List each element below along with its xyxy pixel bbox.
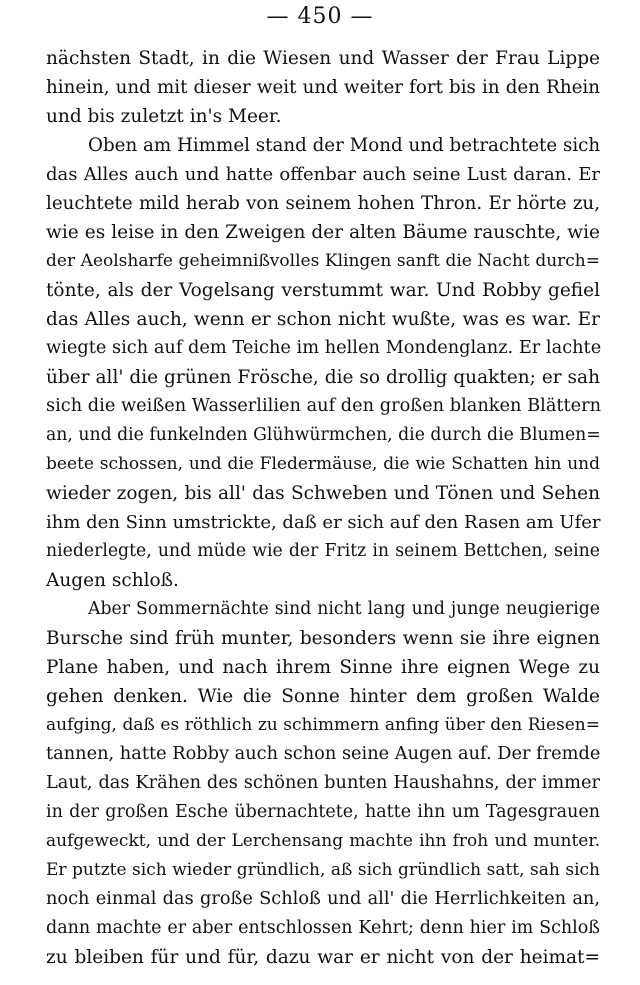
text-line: noch einmal das große Schloß und all' die Herrlichkeiten an, bbox=[46, 889, 600, 909]
text-line: an, und die funkelnden Glühwürmchen, die durch die Blumen= bbox=[46, 425, 601, 445]
text-line: der Aeolsharfe geheimnißvolles Klingen sanft die Nacht durch= bbox=[46, 251, 600, 271]
text-line: Oben am Himmel stand der Mond und betrachtete sich bbox=[88, 135, 601, 156]
text-line: in der großen Esche übernachtete, hatte ihn um Tagesgrauen bbox=[46, 802, 600, 822]
text-line: beete schossen, und die Fledermäuse, die wie Schatten hin und bbox=[46, 454, 600, 474]
text-line: Plane haben, und nach ihrem Sinne ihre eignen Wege zu bbox=[46, 657, 600, 678]
text-line: tannen, hatte Robby auch schon seine Augen auf. Der fremde bbox=[46, 744, 601, 764]
text-line: nächsten Stadt, in die Wiesen und Wasser der Frau Lippe bbox=[46, 48, 600, 69]
text-line: Laut, das Krähen des schönen bunten Haushahns, der immer bbox=[46, 773, 600, 793]
text-line: über all' die grünen Frösche, die so drollig quakten; er sah bbox=[46, 367, 600, 388]
body-text bbox=[46, 44, 600, 972]
text-line: Bursche sind früh munter, besonders wenn sie ihre eignen bbox=[46, 628, 600, 649]
text-line: sich die weißen Wasserlilien auf den großen blanken Blättern bbox=[46, 396, 602, 416]
text-line: tönte, als der Vogelsang verstummt war. Und Robby gefiel bbox=[46, 280, 600, 301]
text-line: niederlegte, und müde wie der Fritz in seinem Bettchen, seine bbox=[46, 541, 600, 561]
text-line: aufging, daß es röthlich zu schimmern anfing über den Riesen= bbox=[46, 715, 600, 735]
text-line: das Alles auch und hatte offenbar auch seine Lust daran. Er bbox=[46, 164, 600, 185]
text-line: zu bleiben für und für, dazu war er nicht von der heimat= bbox=[46, 947, 600, 968]
text-line: gehen denken. Wie die Sonne hinter dem großen Walde bbox=[46, 686, 600, 707]
text-line: aufgeweckt, und der Lerchensang machte ihn froh und munter. bbox=[46, 831, 600, 851]
page-number: — 450 — bbox=[266, 4, 374, 29]
text-line: das Alles auch, wenn er schon nicht wußte, was es war. Er bbox=[46, 309, 600, 330]
text-line: Aber Sommernächte sind nicht lang und junge neugierige bbox=[88, 599, 600, 619]
text-line: hinein, und mit dieser weit und weiter fort bis in den Rhein bbox=[46, 77, 600, 98]
text-line: dann machte er aber entschlossen Kehrt; denn hier im Schloß bbox=[46, 918, 600, 938]
text-line: ihm den Sinn umstrickte, daß er sich auf den Rasen am Ufer bbox=[46, 512, 601, 533]
text-line: wieder zogen, bis all' das Schweben und Tönen und Sehen bbox=[46, 483, 600, 504]
text-line: Er putzte sich wieder gründlich, aß sich gründlich satt, sah sich bbox=[46, 860, 600, 880]
text-line: wiegte sich auf dem Teiche im hellen Mondenglanz. Er lachte bbox=[46, 338, 602, 358]
text-line: und bis zuletzt in's Meer. bbox=[46, 106, 282, 127]
text-line: leuchtete mild herab von seinem hohen Thron. Er hörte zu, bbox=[46, 193, 600, 214]
text-line: wie es leise in den Zweigen der alten Bäume rauschte, wie bbox=[46, 222, 600, 243]
text-line: Augen schloß. bbox=[46, 570, 179, 591]
